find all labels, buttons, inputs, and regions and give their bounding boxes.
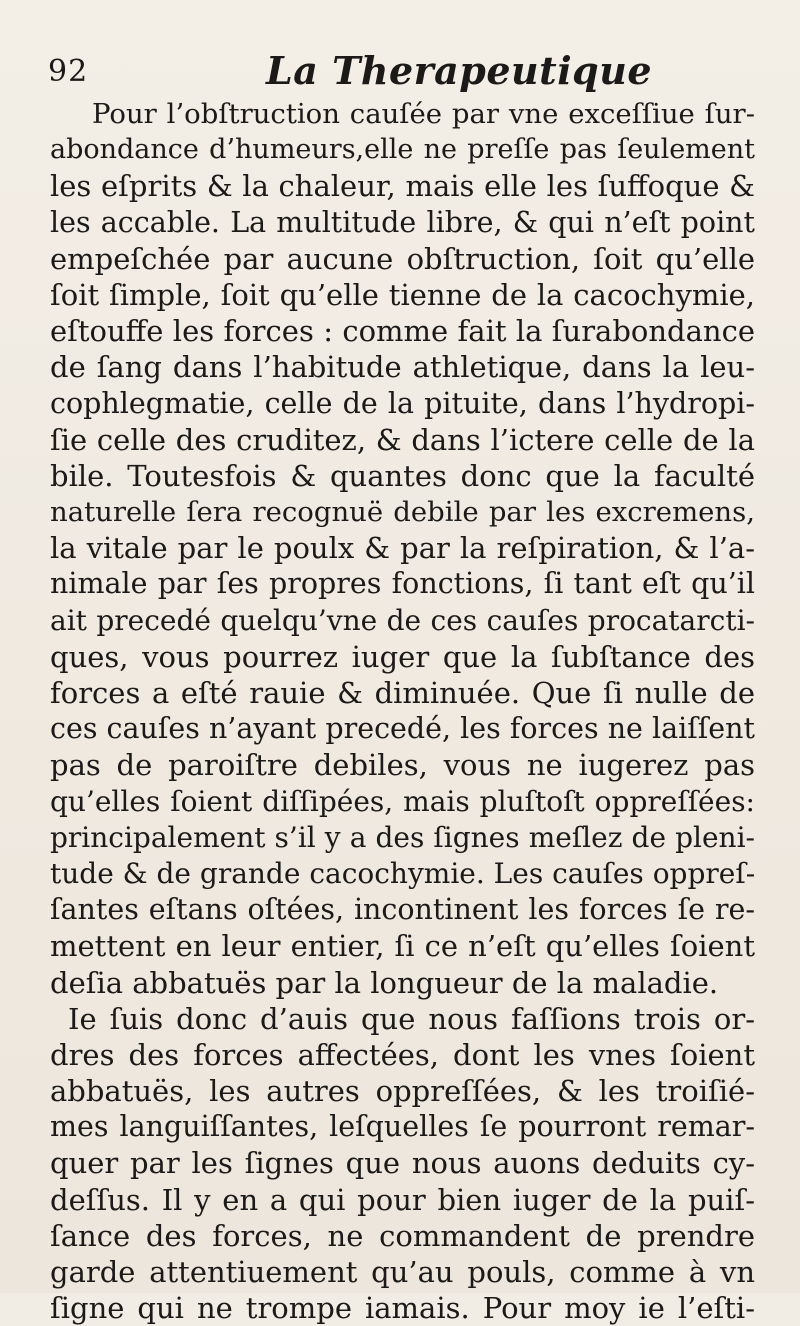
text-line: de ſang dans l’habitude athletique, dans la leu-: [50, 350, 755, 385]
text-line: les eſprits & la chaleur, mais elle les ſuffoque &: [50, 169, 755, 204]
text-line: dres des forces affectées, dont les vnes ſoient: [50, 1037, 755, 1072]
text-line: tude & de grande cacochymie. Les cauſes oppreſ-: [50, 856, 755, 890]
text-line: ſie celle des cruditez, & dans l’ictere celle de la: [50, 422, 755, 457]
text-line: abbatuës, les autres oppreſſées, & les troiſié-: [50, 1074, 755, 1109]
text-line: la vitale par le poulx & par la reſpiration, & l’a-: [50, 531, 755, 566]
running-head: [44, 44, 744, 94]
text-line: Pour l’obſtruction cauſée par vne exceſſiue ſur-: [92, 98, 755, 130]
text-line: ſance des forces, ne commandent de prendre: [50, 1218, 755, 1253]
text-line: eſtouffe les forces : comme fait la ſurabondance: [50, 314, 755, 349]
text-line: cophlegmatie, celle de la pituite, dans l’hydropi-: [50, 386, 755, 420]
text-line: les accable. La multitude libre, & qui n’eſt point: [50, 205, 755, 239]
text-line: ces cauſes n’ayant precedé, les forces ne laiſſent: [50, 712, 755, 746]
text-line: ait precedé quelqu’vne de ces cauſes procatarcti-: [50, 603, 755, 637]
text-line: ques, vous pourrez iuger que la ſubſtance des: [50, 639, 755, 674]
text-line: deſia abbatuës par la longueur de la maladie.: [50, 965, 719, 1000]
page-number: 92: [48, 54, 89, 89]
text-line: abondance d’humeurs,elle ne preſſe pas ſeulement: [50, 134, 755, 166]
text-line: mettent en leur entier, ſi ce n’eſt qu’elles ſoient: [50, 929, 755, 964]
text-line: qu’elles ſoient diſſipées, mais pluſtoſt oppreſſées:: [50, 784, 755, 818]
text-line: forces a eſté rauie & diminuée. Que ſi nulle de: [50, 676, 755, 710]
text-line: naturelle ſera recognuë debile par les excremens,: [50, 496, 755, 529]
text-line: ſoit ſimple, ſoit qu’elle tienne de la cacochymie,: [50, 277, 755, 312]
text-line: mes languiſſantes, leſquelles ſe pourront remar-: [50, 1110, 755, 1144]
text-line: pas de paroiſtre debiles, vous ne iugerez pas: [50, 748, 755, 783]
text-line: garde attentiuement qu’au pouls, comme à vn: [50, 1255, 755, 1289]
text-line: ſigne qui ne trompe iamais. Pour moy ie l’eſti-: [50, 1291, 755, 1326]
text-line: Ie ſuis donc d’auis que nous faſſions trois or-: [68, 1001, 755, 1036]
text-line: ſantes eſtans oſtées, incontinent les forces ſe re-: [50, 893, 755, 927]
text-line: nimale par ſes propres fonctions, ſi tant eſt qu’il: [50, 567, 755, 601]
text-line: empeſchée par aucune obſtruction, ſoit qu’elle: [50, 241, 755, 276]
text-line: bile. Toutesfois & quantes donc que la faculté: [50, 458, 755, 493]
body-text: [50, 96, 755, 1326]
text-line: principalement s’il y a des ſignes meſlez de pleni-: [50, 820, 755, 854]
running-title: La Therapeutique: [266, 48, 653, 93]
text-line: quer par les ſignes que nous auons deduits cy-: [50, 1146, 755, 1181]
text-line: deſſus. Il y en a qui pour bien iuger de la puiſ-: [50, 1182, 755, 1217]
